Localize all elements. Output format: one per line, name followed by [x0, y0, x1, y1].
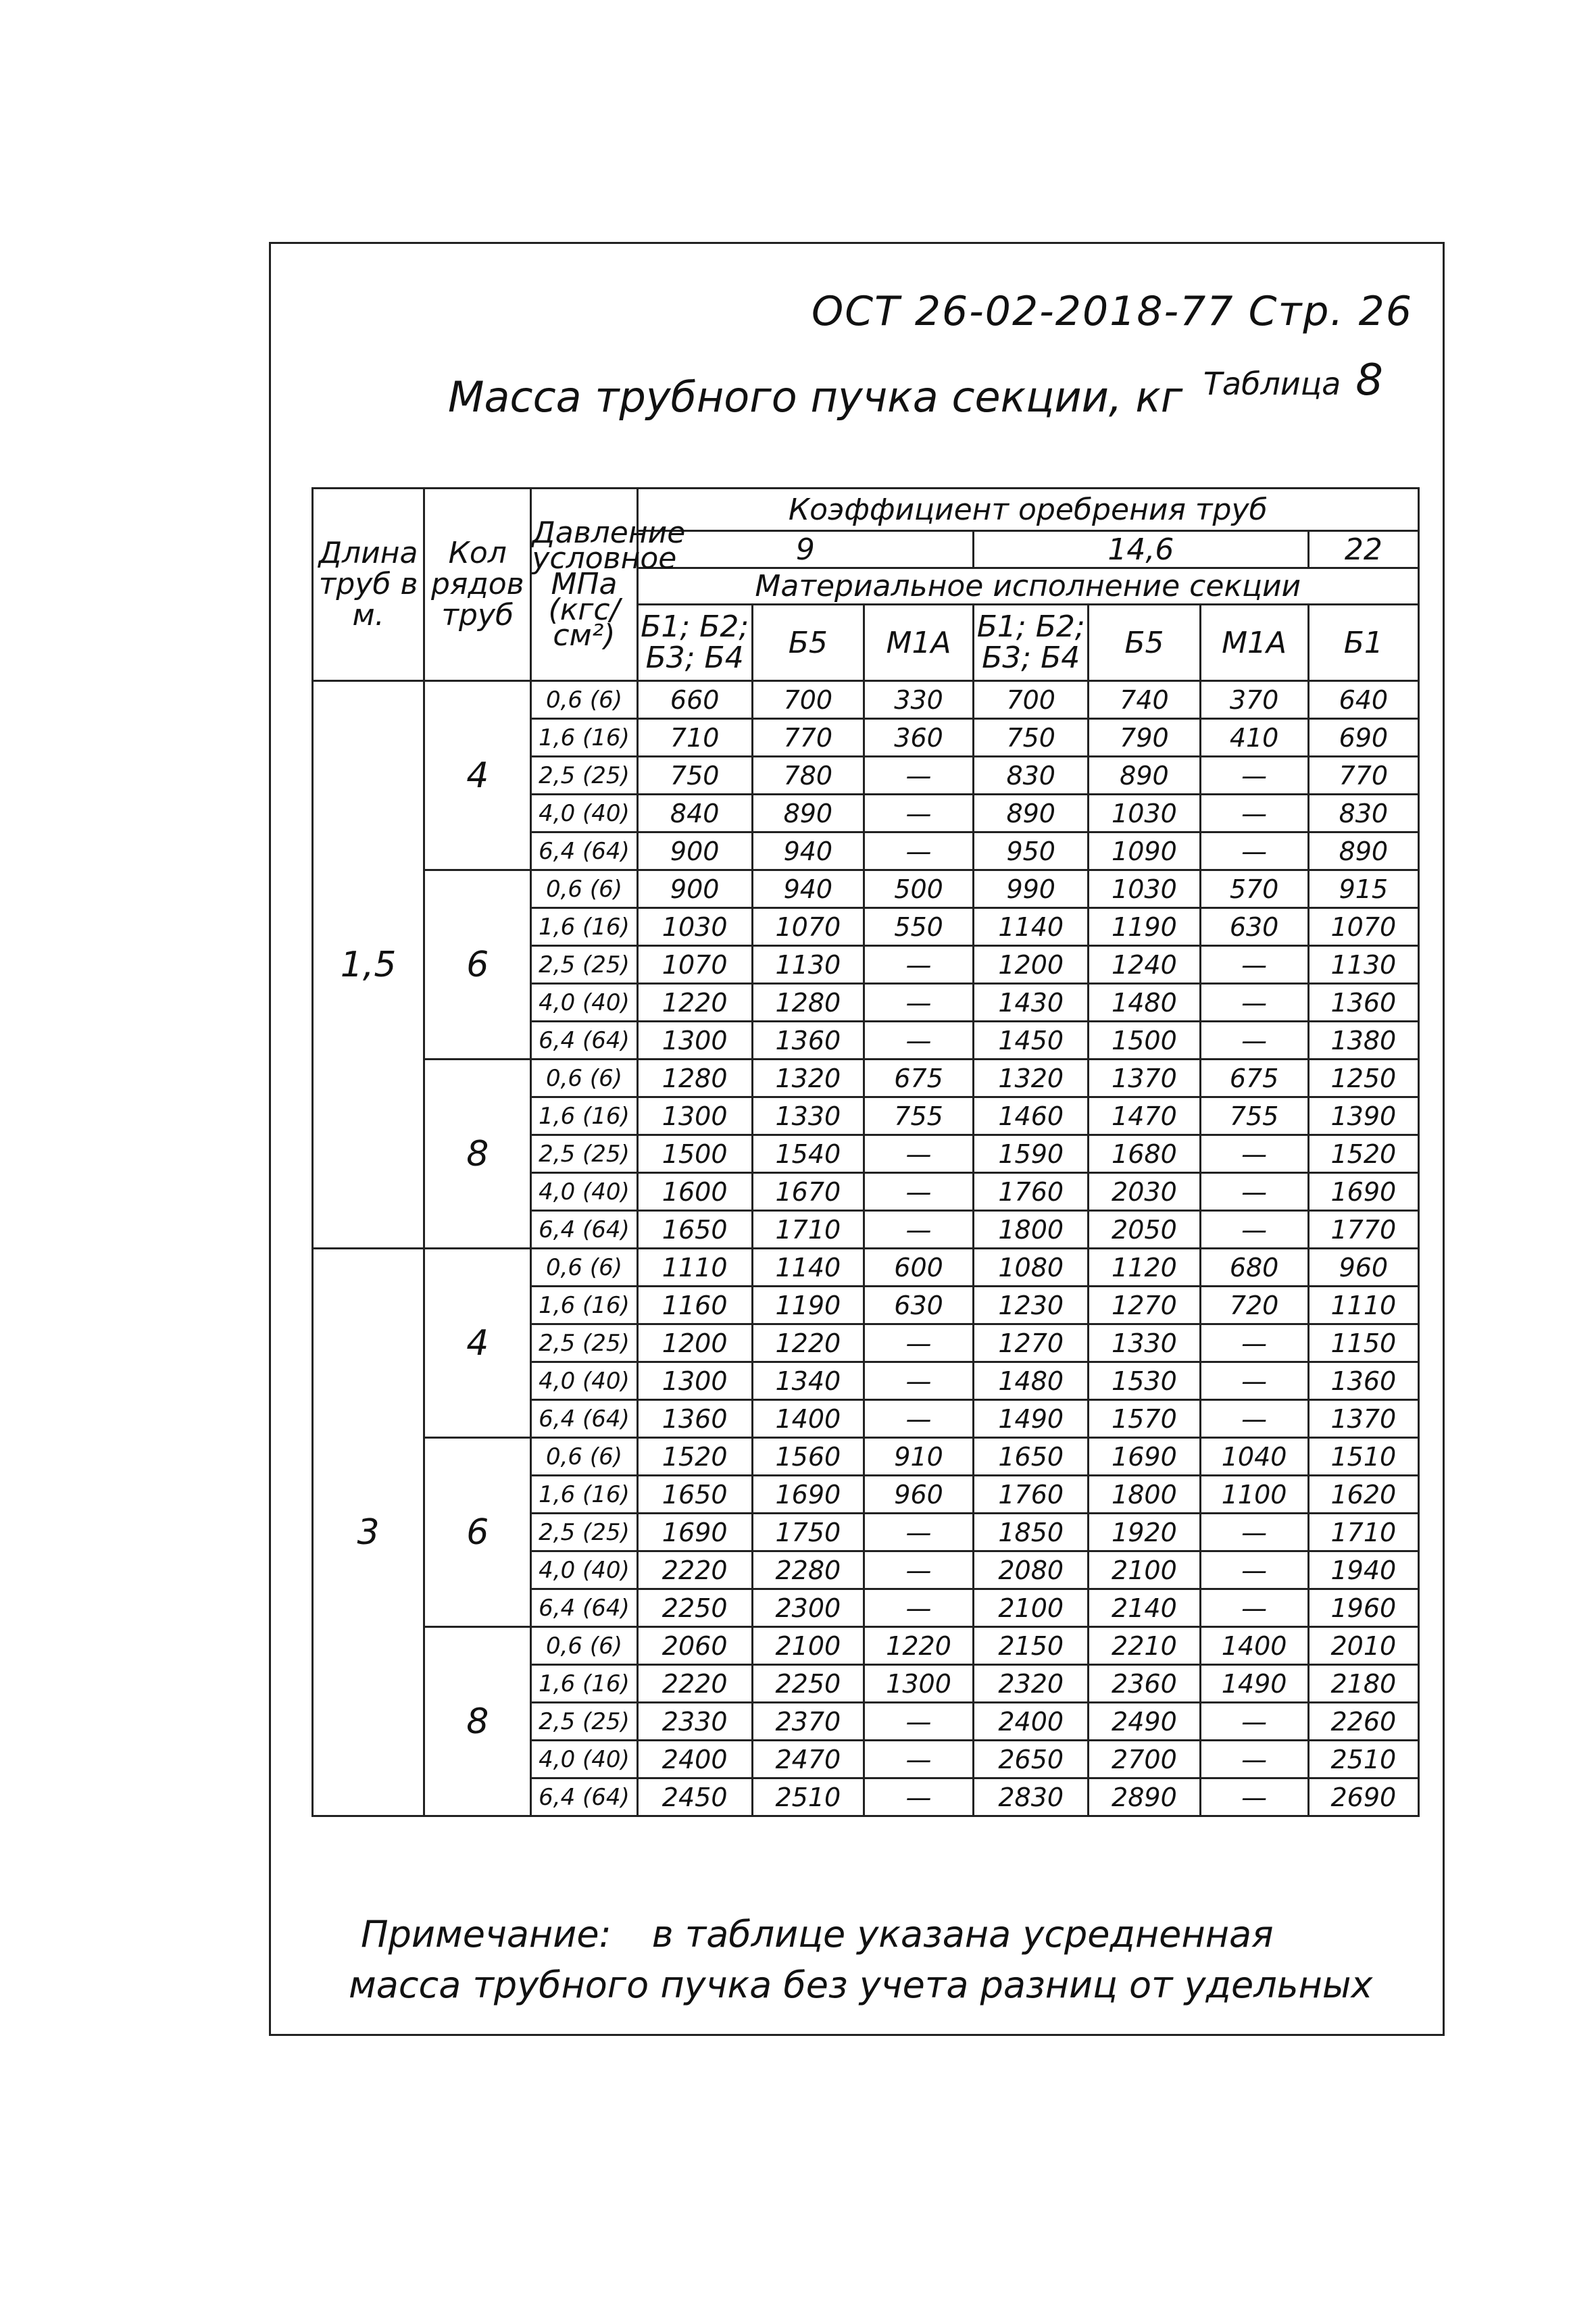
- mass-value-cell: 1670: [752, 1173, 864, 1211]
- mass-value-cell: 330: [864, 681, 973, 719]
- mass-value-cell: —: [1200, 1514, 1308, 1551]
- table-row: [313, 681, 1419, 719]
- mass-value-cell: —: [1200, 795, 1308, 832]
- mass-value-cell: —: [1200, 1211, 1308, 1249]
- mass-value-cell: 1160: [637, 1287, 752, 1324]
- mass-value-cell: —: [1200, 946, 1308, 984]
- mass-value-cell: —: [864, 1551, 973, 1589]
- mass-value-cell: 2010: [1308, 1627, 1418, 1665]
- col-header-mat-m1a: М1А: [1200, 605, 1308, 681]
- mass-value-cell: 1510: [1308, 1438, 1418, 1476]
- mass-value-cell: 2330: [637, 1703, 752, 1741]
- mass-value-cell: —: [1200, 1324, 1308, 1362]
- mass-value-cell: 1650: [637, 1476, 752, 1514]
- mass-value-cell: 1360: [1308, 1362, 1418, 1400]
- table-row: [313, 1060, 1419, 1097]
- mass-value-cell: 2220: [637, 1551, 752, 1589]
- mass-value-cell: 2360: [1089, 1665, 1200, 1703]
- mass-value-cell: 2690: [1308, 1778, 1418, 1816]
- mass-value-cell: 1080: [974, 1249, 1089, 1287]
- mass-value-cell: 1520: [1308, 1135, 1418, 1173]
- mass-value-cell: 890: [1089, 757, 1200, 795]
- mass-value-cell: 1030: [1089, 795, 1200, 832]
- col-header-mat-b5: Б5: [752, 605, 864, 681]
- mass-value-cell: 755: [864, 1097, 973, 1135]
- mass-value-cell: 2140: [1089, 1589, 1200, 1627]
- table-row: [313, 1438, 1419, 1476]
- mass-value-cell: —: [864, 1778, 973, 1816]
- mass-value-cell: 2300: [752, 1589, 864, 1627]
- mass-value-cell: 1100: [1200, 1476, 1308, 1514]
- mass-value-cell: 1390: [1308, 1097, 1418, 1135]
- mass-value-cell: 1940: [1308, 1551, 1418, 1589]
- pressure-cell: 0,6 (6): [531, 1627, 637, 1665]
- pressure-cell: 0,6 (6): [531, 681, 637, 719]
- mass-value-cell: 570: [1200, 870, 1308, 908]
- mass-value-cell: 360: [864, 719, 973, 757]
- mass-value-cell: 2250: [752, 1665, 864, 1703]
- mass-value-cell: 2100: [1089, 1551, 1200, 1589]
- note-label: Примечание:: [361, 1913, 612, 1956]
- table-label: [1203, 355, 1383, 405]
- mass-value-cell: 2050: [1089, 1211, 1200, 1249]
- mass-value-cell: —: [1200, 1400, 1308, 1438]
- pressure-cell: 0,6 (6): [531, 870, 637, 908]
- length-cell: 3: [313, 1249, 424, 1816]
- mass-value-cell: 1500: [637, 1135, 752, 1173]
- mass-value-cell: 1300: [637, 1097, 752, 1135]
- mass-value-cell: 1570: [1089, 1400, 1200, 1438]
- mass-value-cell: —: [1200, 984, 1308, 1022]
- mass-value-cell: 1800: [1089, 1476, 1200, 1514]
- mass-value-cell: 1710: [1308, 1514, 1418, 1551]
- mass-value-cell: —: [864, 795, 973, 832]
- mass-value-cell: 890: [752, 795, 864, 832]
- mass-value-cell: —: [864, 832, 973, 870]
- pressure-cell: 6,4 (64): [531, 1022, 637, 1060]
- mass-value-cell: 1070: [637, 946, 752, 984]
- mass-value-cell: 1190: [752, 1287, 864, 1324]
- mass-value-cell: 700: [752, 681, 864, 719]
- col-header-fin-coef: Коэффициент оребрения труб: [637, 489, 1418, 531]
- mass-value-cell: 550: [864, 908, 973, 946]
- mass-value-cell: —: [864, 984, 973, 1022]
- mass-value-cell: 1130: [1308, 946, 1418, 984]
- mass-value-cell: 1120: [1089, 1249, 1200, 1287]
- mass-value-cell: 830: [1308, 795, 1418, 832]
- mass-value-cell: 1400: [1200, 1627, 1308, 1665]
- mass-value-cell: 2470: [752, 1741, 864, 1778]
- mass-value-cell: —: [1200, 1551, 1308, 1589]
- pressure-cell: 1,6 (16): [531, 719, 637, 757]
- pressure-cell: 2,5 (25): [531, 1135, 637, 1173]
- pressure-cell: 1,6 (16): [531, 1665, 637, 1703]
- mass-value-cell: —: [1200, 1022, 1308, 1060]
- mass-value-cell: 1400: [752, 1400, 864, 1438]
- pressure-cell: 1,6 (16): [531, 1287, 637, 1324]
- pressure-cell: 4,0 (40): [531, 1173, 637, 1211]
- table-row: [313, 1249, 1419, 1287]
- note-text-1: в таблице указана усредненная: [651, 1913, 1274, 1956]
- mass-value-cell: 1200: [974, 946, 1089, 984]
- note-line-2: масса трубного пучка без учета разниц от удельных: [349, 1964, 1373, 2006]
- mass-value-cell: —: [1200, 1589, 1308, 1627]
- mass-value-cell: 690: [1308, 719, 1418, 757]
- mass-value-cell: —: [864, 1022, 973, 1060]
- mass-value-cell: 1800: [974, 1211, 1089, 1249]
- mass-value-cell: 720: [1200, 1287, 1308, 1324]
- mass-value-cell: 2280: [752, 1551, 864, 1589]
- mass-value-cell: —: [1200, 1778, 1308, 1816]
- mass-value-cell: 1520: [637, 1438, 752, 1476]
- pressure-cell: 0,6 (6): [531, 1438, 637, 1476]
- mass-value-cell: 950: [974, 832, 1089, 870]
- mass-value-cell: 1590: [974, 1135, 1089, 1173]
- mass-value-cell: —: [1200, 1135, 1308, 1173]
- mass-value-cell: 2100: [752, 1627, 864, 1665]
- mass-value-cell: 1110: [1308, 1287, 1418, 1324]
- mass-value-cell: 1680: [1089, 1135, 1200, 1173]
- col-header-mat-m1a: М1А: [864, 605, 973, 681]
- mass-value-cell: 1460: [974, 1097, 1089, 1135]
- pressure-cell: 4,0 (40): [531, 984, 637, 1022]
- mass-value-cell: —: [864, 1514, 973, 1551]
- table-row: [313, 870, 1419, 908]
- mass-value-cell: 1090: [1089, 832, 1200, 870]
- note: [349, 1913, 1403, 2006]
- mass-value-cell: 2210: [1089, 1627, 1200, 1665]
- mass-value-cell: 990: [974, 870, 1089, 908]
- mass-value-cell: 1500: [1089, 1022, 1200, 1060]
- mass-value-cell: 680: [1200, 1249, 1308, 1287]
- mass-value-cell: 410: [1200, 719, 1308, 757]
- mass-value-cell: 2220: [637, 1665, 752, 1703]
- col-header-coef-9: 9: [637, 531, 974, 568]
- mass-value-cell: —: [1200, 1741, 1308, 1778]
- mass-value-cell: —: [864, 1741, 973, 1778]
- pressure-cell: 1,6 (16): [531, 1476, 637, 1514]
- mass-value-cell: 1540: [752, 1135, 864, 1173]
- mass-value-cell: 2180: [1308, 1665, 1418, 1703]
- mass-value-cell: 1070: [752, 908, 864, 946]
- col-header-coef-22: 22: [1308, 531, 1418, 568]
- mass-value-cell: 910: [864, 1438, 973, 1476]
- mass-value-cell: 2080: [974, 1551, 1089, 1589]
- mass-value-cell: 1620: [1308, 1476, 1418, 1514]
- mass-value-cell: 900: [637, 832, 752, 870]
- rows-count-cell: 4: [424, 1249, 531, 1438]
- mass-value-cell: 940: [752, 832, 864, 870]
- mass-value-cell: 1300: [637, 1022, 752, 1060]
- mass-value-cell: 1220: [637, 984, 752, 1022]
- mass-value-cell: 2030: [1089, 1173, 1200, 1211]
- mass-value-cell: 900: [637, 870, 752, 908]
- mass-value-cell: 940: [752, 870, 864, 908]
- mass-value-cell: 660: [637, 681, 752, 719]
- col-header-mat-b1: Б1: [1308, 605, 1418, 681]
- mass-value-cell: 1190: [1089, 908, 1200, 946]
- mass-value-cell: 1220: [864, 1627, 973, 1665]
- mass-value-cell: 2890: [1089, 1778, 1200, 1816]
- mass-value-cell: 1150: [1308, 1324, 1418, 1362]
- mass-value-cell: 675: [1200, 1060, 1308, 1097]
- rows-count-cell: 6: [424, 1438, 531, 1627]
- mass-value-cell: 2260: [1308, 1703, 1418, 1741]
- mass-value-cell: 630: [864, 1287, 973, 1324]
- mass-value-cell: 2490: [1089, 1703, 1200, 1741]
- mass-value-cell: 1380: [1308, 1022, 1418, 1060]
- mass-value-cell: 2400: [974, 1703, 1089, 1741]
- mass-value-cell: 1360: [1308, 984, 1418, 1022]
- mass-value-cell: 1770: [1308, 1211, 1418, 1249]
- mass-value-cell: —: [864, 757, 973, 795]
- mass-value-cell: 700: [974, 681, 1089, 719]
- mass-value-cell: 1030: [1089, 870, 1200, 908]
- mass-value-cell: 1530: [1089, 1362, 1200, 1400]
- mass-value-cell: 2400: [637, 1741, 752, 1778]
- rows-count-cell: 8: [424, 1060, 531, 1249]
- mass-value-cell: 1600: [637, 1173, 752, 1211]
- mass-value-cell: 1040: [1200, 1438, 1308, 1476]
- mass-value-cell: —: [864, 946, 973, 984]
- pressure-cell: 2,5 (25): [531, 1703, 637, 1741]
- mass-value-cell: —: [1200, 1703, 1308, 1741]
- mass-value-cell: 890: [974, 795, 1089, 832]
- mass-value-cell: 780: [752, 757, 864, 795]
- mass-value-cell: 1490: [1200, 1665, 1308, 1703]
- pressure-cell: 1,6 (16): [531, 908, 637, 946]
- mass-value-cell: —: [864, 1173, 973, 1211]
- pressure-cell: 6,4 (64): [531, 832, 637, 870]
- page-frame: [269, 242, 1445, 2036]
- table-row: [313, 1627, 1419, 1665]
- mass-value-cell: 1920: [1089, 1514, 1200, 1551]
- mass-value-cell: 790: [1089, 719, 1200, 757]
- mass-value-cell: 1220: [752, 1324, 864, 1362]
- mass-value-cell: 740: [1089, 681, 1200, 719]
- mass-value-cell: 1140: [974, 908, 1089, 946]
- mass-value-cell: 2250: [637, 1589, 752, 1627]
- mass-value-cell: 1270: [1089, 1287, 1200, 1324]
- mass-value-cell: 2650: [974, 1741, 1089, 1778]
- mass-value-cell: 2060: [637, 1627, 752, 1665]
- mass-value-cell: —: [864, 1589, 973, 1627]
- col-header-material: Материальное исполнение секции: [637, 568, 1418, 605]
- mass-value-cell: —: [864, 1211, 973, 1249]
- mass-value-cell: 2510: [752, 1778, 864, 1816]
- mass-value-cell: 1650: [974, 1438, 1089, 1476]
- pressure-cell: 4,0 (40): [531, 1362, 637, 1400]
- length-cell: 1,5: [313, 681, 424, 1249]
- mass-value-cell: 1130: [752, 946, 864, 984]
- mass-value-cell: 755: [1200, 1097, 1308, 1135]
- mass-value-cell: 1320: [974, 1060, 1089, 1097]
- table-number: 8: [1355, 355, 1383, 405]
- pressure-cell: 1,6 (16): [531, 1097, 637, 1135]
- page-title: Масса трубного пучка секции, кг: [448, 372, 1183, 422]
- pressure-cell: 2,5 (25): [531, 946, 637, 984]
- mass-value-cell: 1480: [1089, 984, 1200, 1022]
- mass-value-cell: 1360: [752, 1022, 864, 1060]
- mass-value-cell: 750: [974, 719, 1089, 757]
- mass-value-cell: 2100: [974, 1589, 1089, 1627]
- mass-value-cell: 1470: [1089, 1097, 1200, 1135]
- mass-value-cell: 1370: [1089, 1060, 1200, 1097]
- mass-value-cell: 1320: [752, 1060, 864, 1097]
- col-header-length: Длина труб в м.: [313, 489, 424, 681]
- rows-count-cell: 8: [424, 1627, 531, 1816]
- mass-value-cell: 1070: [1308, 908, 1418, 946]
- mass-value-cell: 1330: [1089, 1324, 1200, 1362]
- mass-value-cell: 890: [1308, 832, 1418, 870]
- col-header-mat-b5: Б5: [1089, 605, 1200, 681]
- mass-value-cell: 1110: [637, 1249, 752, 1287]
- pressure-cell: 2,5 (25): [531, 1324, 637, 1362]
- mass-value-cell: —: [864, 1400, 973, 1438]
- mass-value-cell: 1850: [974, 1514, 1089, 1551]
- pressure-cell: 6,4 (64): [531, 1589, 637, 1627]
- mass-value-cell: 1200: [637, 1324, 752, 1362]
- mass-value-cell: 1760: [974, 1173, 1089, 1211]
- mass-value-cell: —: [1200, 1362, 1308, 1400]
- mass-value-cell: 770: [752, 719, 864, 757]
- mass-value-cell: —: [864, 1362, 973, 1400]
- col-header-rows: Кол рядов труб: [424, 489, 531, 681]
- mass-value-cell: 1450: [974, 1022, 1089, 1060]
- mass-value-cell: 1340: [752, 1362, 864, 1400]
- pressure-cell: 6,4 (64): [531, 1211, 637, 1249]
- mass-value-cell: 500: [864, 870, 973, 908]
- mass-value-cell: 1280: [637, 1060, 752, 1097]
- mass-value-cell: 370: [1200, 681, 1308, 719]
- mass-value-cell: 960: [1308, 1249, 1418, 1287]
- mass-value-cell: 960: [864, 1476, 973, 1514]
- pressure-cell: 2,5 (25): [531, 1514, 637, 1551]
- mass-value-cell: 1270: [974, 1324, 1089, 1362]
- col-header-mat-b1-b4: Б1; Б2; Б3; Б4: [637, 605, 752, 681]
- mass-value-cell: 1430: [974, 984, 1089, 1022]
- mass-value-cell: —: [1200, 1173, 1308, 1211]
- pressure-cell: 0,6 (6): [531, 1249, 637, 1287]
- mass-value-cell: 1960: [1308, 1589, 1418, 1627]
- mass-value-cell: 1250: [1308, 1060, 1418, 1097]
- mass-value-cell: 1140: [752, 1249, 864, 1287]
- mass-value-cell: 630: [1200, 908, 1308, 946]
- mass-value-cell: 1280: [752, 984, 864, 1022]
- col-header-mat-b1-b4: Б1; Б2; Б3; Б4: [974, 605, 1089, 681]
- mass-value-cell: 710: [637, 719, 752, 757]
- mass-value-cell: 2700: [1089, 1741, 1200, 1778]
- mass-value-cell: 1300: [864, 1665, 973, 1703]
- mass-value-cell: 675: [864, 1060, 973, 1097]
- mass-value-cell: 1760: [974, 1476, 1089, 1514]
- mass-value-cell: —: [864, 1324, 973, 1362]
- mass-value-cell: —: [864, 1703, 973, 1741]
- pressure-cell: 0,6 (6): [531, 1060, 637, 1097]
- mass-value-cell: 1690: [637, 1514, 752, 1551]
- mass-value-cell: 1560: [752, 1438, 864, 1476]
- pressure-cell: 6,4 (64): [531, 1400, 637, 1438]
- mass-value-cell: 1330: [752, 1097, 864, 1135]
- pressure-cell: 6,4 (64): [531, 1778, 637, 1816]
- pressure-cell: 2,5 (25): [531, 757, 637, 795]
- rows-count-cell: 6: [424, 870, 531, 1060]
- mass-value-cell: 1230: [974, 1287, 1089, 1324]
- note-line-1: [361, 1913, 1403, 1956]
- mass-value-cell: 2150: [974, 1627, 1089, 1665]
- mass-value-cell: 2450: [637, 1778, 752, 1816]
- pressure-cell: 4,0 (40): [531, 795, 637, 832]
- mass-value-cell: 1360: [637, 1400, 752, 1438]
- mass-table: [311, 487, 1420, 1817]
- mass-value-cell: 1490: [974, 1400, 1089, 1438]
- mass-value-cell: 600: [864, 1249, 973, 1287]
- mass-value-cell: —: [1200, 757, 1308, 795]
- mass-value-cell: 750: [637, 757, 752, 795]
- col-header-pressure: Давление условное МПа (кгс/см²): [531, 489, 637, 681]
- mass-value-cell: 1690: [1089, 1438, 1200, 1476]
- col-header-coef-14-6: 14,6: [974, 531, 1309, 568]
- pressure-cell: 4,0 (40): [531, 1741, 637, 1778]
- mass-value-cell: 2510: [1308, 1741, 1418, 1778]
- document-code: ОСТ 26-02-2018-77 Стр. 26: [811, 288, 1413, 335]
- mass-value-cell: 640: [1308, 681, 1418, 719]
- pressure-cell: 4,0 (40): [531, 1551, 637, 1589]
- mass-value-cell: 2370: [752, 1703, 864, 1741]
- mass-value-cell: 1370: [1308, 1400, 1418, 1438]
- mass-value-cell: 1710: [752, 1211, 864, 1249]
- rows-count-cell: 4: [424, 681, 531, 870]
- table-body: [313, 681, 1419, 1816]
- mass-value-cell: 2830: [974, 1778, 1089, 1816]
- mass-value-cell: 1650: [637, 1211, 752, 1249]
- mass-value-cell: 2320: [974, 1665, 1089, 1703]
- table-label-text: Таблица: [1203, 366, 1341, 402]
- mass-value-cell: 915: [1308, 870, 1418, 908]
- mass-value-cell: 1750: [752, 1514, 864, 1551]
- mass-value-cell: 1240: [1089, 946, 1200, 984]
- mass-value-cell: 1300: [637, 1362, 752, 1400]
- mass-value-cell: —: [864, 1135, 973, 1173]
- mass-value-cell: 1030: [637, 908, 752, 946]
- mass-value-cell: 1480: [974, 1362, 1089, 1400]
- mass-value-cell: 770: [1308, 757, 1418, 795]
- mass-value-cell: —: [1200, 832, 1308, 870]
- mass-value-cell: 830: [974, 757, 1089, 795]
- mass-value-cell: 1690: [752, 1476, 864, 1514]
- mass-value-cell: 840: [637, 795, 752, 832]
- mass-value-cell: 1690: [1308, 1173, 1418, 1211]
